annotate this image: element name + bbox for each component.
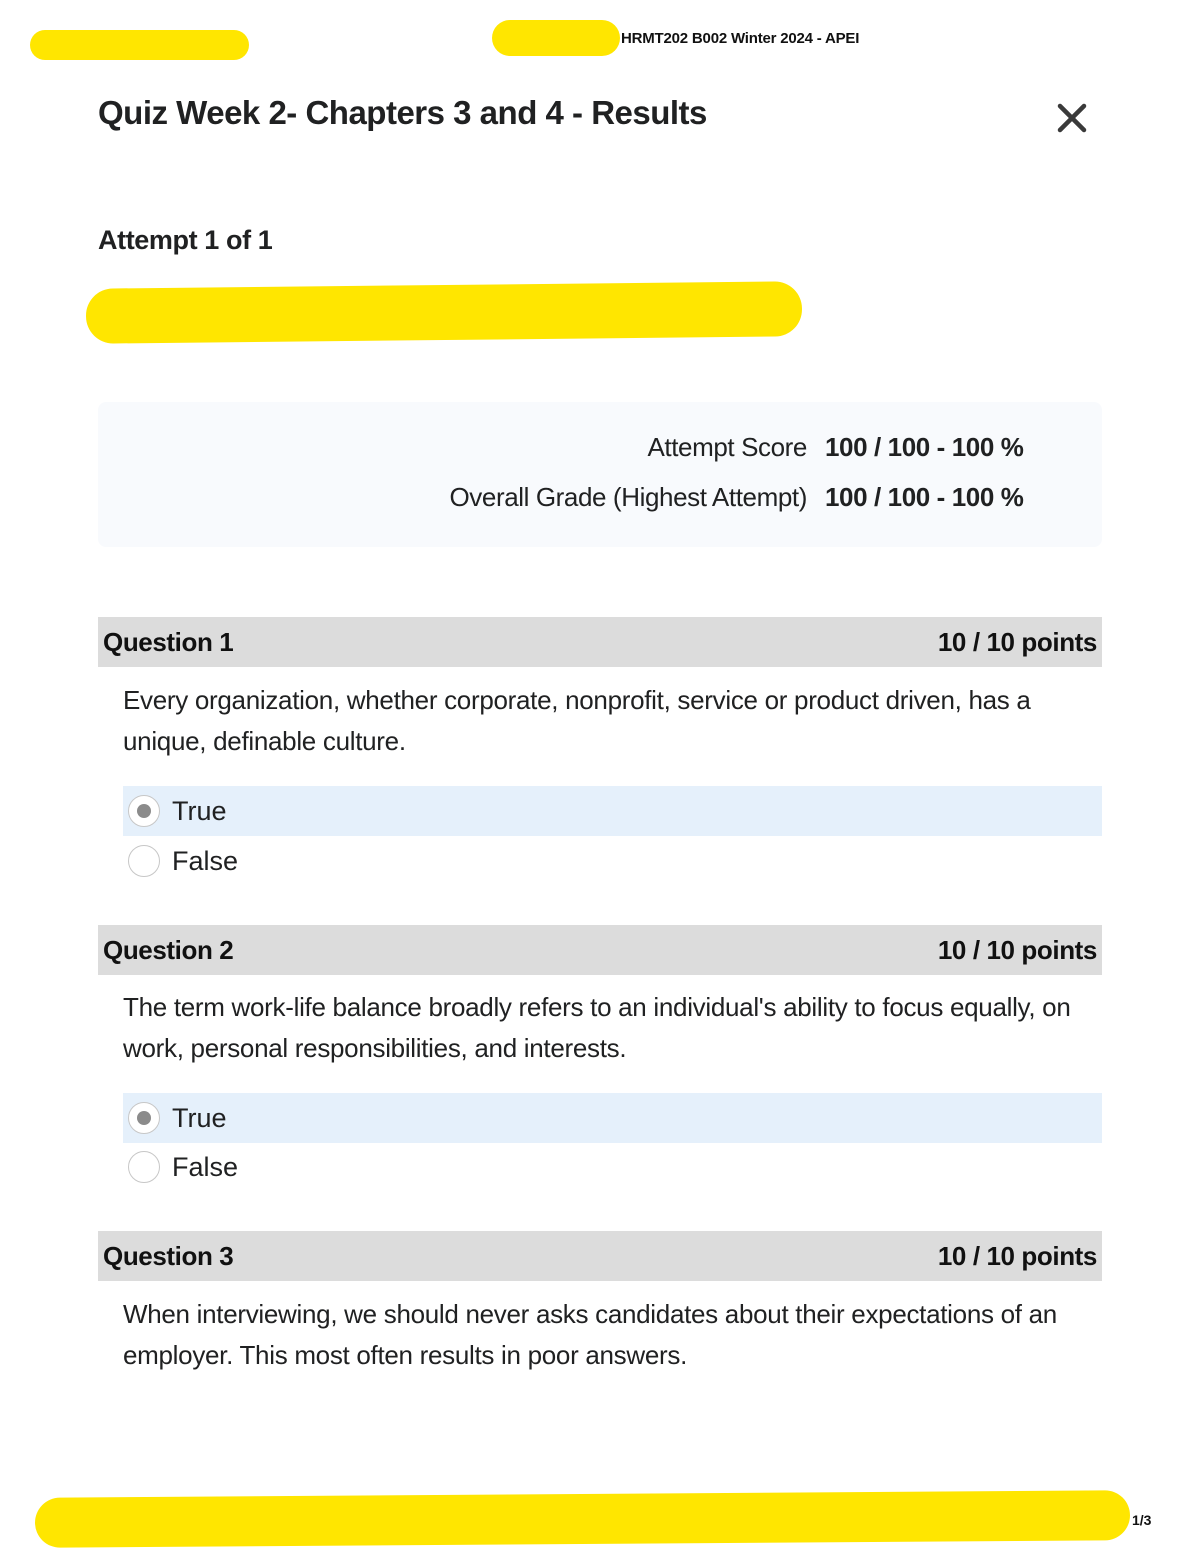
redaction-mark xyxy=(86,281,803,343)
radio-empty-icon[interactable] xyxy=(128,1151,160,1183)
redaction-mark xyxy=(492,20,620,56)
question-points: 10 / 10 points xyxy=(937,626,1097,657)
page-title: Quiz Week 2- Chapters 3 and 4 - Results xyxy=(98,94,707,131)
option-label: False xyxy=(172,845,239,876)
redaction-mark xyxy=(30,30,249,60)
question-header xyxy=(98,1231,1102,1281)
question-label: Question 1 xyxy=(103,626,234,657)
attempt-label: Attempt 1 of 1 xyxy=(98,225,273,255)
page-number: 1/3 xyxy=(1132,1512,1152,1528)
radio-selected-icon[interactable] xyxy=(128,1102,160,1134)
question-text: Every organization, whether corporate, nonprofit, service or product driven, has a unique, definable culture. xyxy=(123,685,1031,756)
redaction-mark xyxy=(35,1490,1130,1548)
close-button[interactable] xyxy=(1050,96,1094,140)
question-text: The term work-life balance broadly refers to an individual's ability to focus equally, on work, personal responsibilities, and interests. xyxy=(123,992,1071,1063)
score-summary xyxy=(98,402,1102,547)
attempt-score-label: Attempt Score xyxy=(647,432,807,462)
radio-empty-icon[interactable] xyxy=(128,845,160,877)
option-label: True xyxy=(172,795,227,826)
overall-grade-value: 100 / 100 - 100 % xyxy=(825,482,1024,512)
option-false[interactable] xyxy=(123,1142,1102,1192)
question-text: When interviewing, we should never asks candidates about their expectations of an employer. This most often results in poor answers. xyxy=(123,1299,1057,1370)
option-label: False xyxy=(172,1151,239,1182)
question-label: Question 3 xyxy=(103,1240,234,1271)
close-icon xyxy=(1050,96,1094,140)
radio-selected-icon[interactable] xyxy=(128,795,160,827)
attempt-score-value: 100 / 100 - 100 % xyxy=(825,432,1024,462)
option-true[interactable] xyxy=(123,786,1102,836)
overall-grade-label: Overall Grade (Highest Attempt) xyxy=(449,482,807,512)
question-points: 10 / 10 points xyxy=(937,934,1097,965)
overall-grade-row xyxy=(449,482,1057,513)
question-label: Question 2 xyxy=(103,934,234,965)
question-header xyxy=(98,617,1102,667)
option-true[interactable] xyxy=(123,1093,1102,1143)
attempt-score-row xyxy=(647,432,1057,463)
question-points: 10 / 10 points xyxy=(937,1240,1097,1271)
option-label: True xyxy=(172,1102,227,1133)
option-false[interactable] xyxy=(123,836,1102,886)
question-header xyxy=(98,925,1102,975)
course-title: HRMT202 B002 Winter 2024 - APEI xyxy=(621,30,860,47)
